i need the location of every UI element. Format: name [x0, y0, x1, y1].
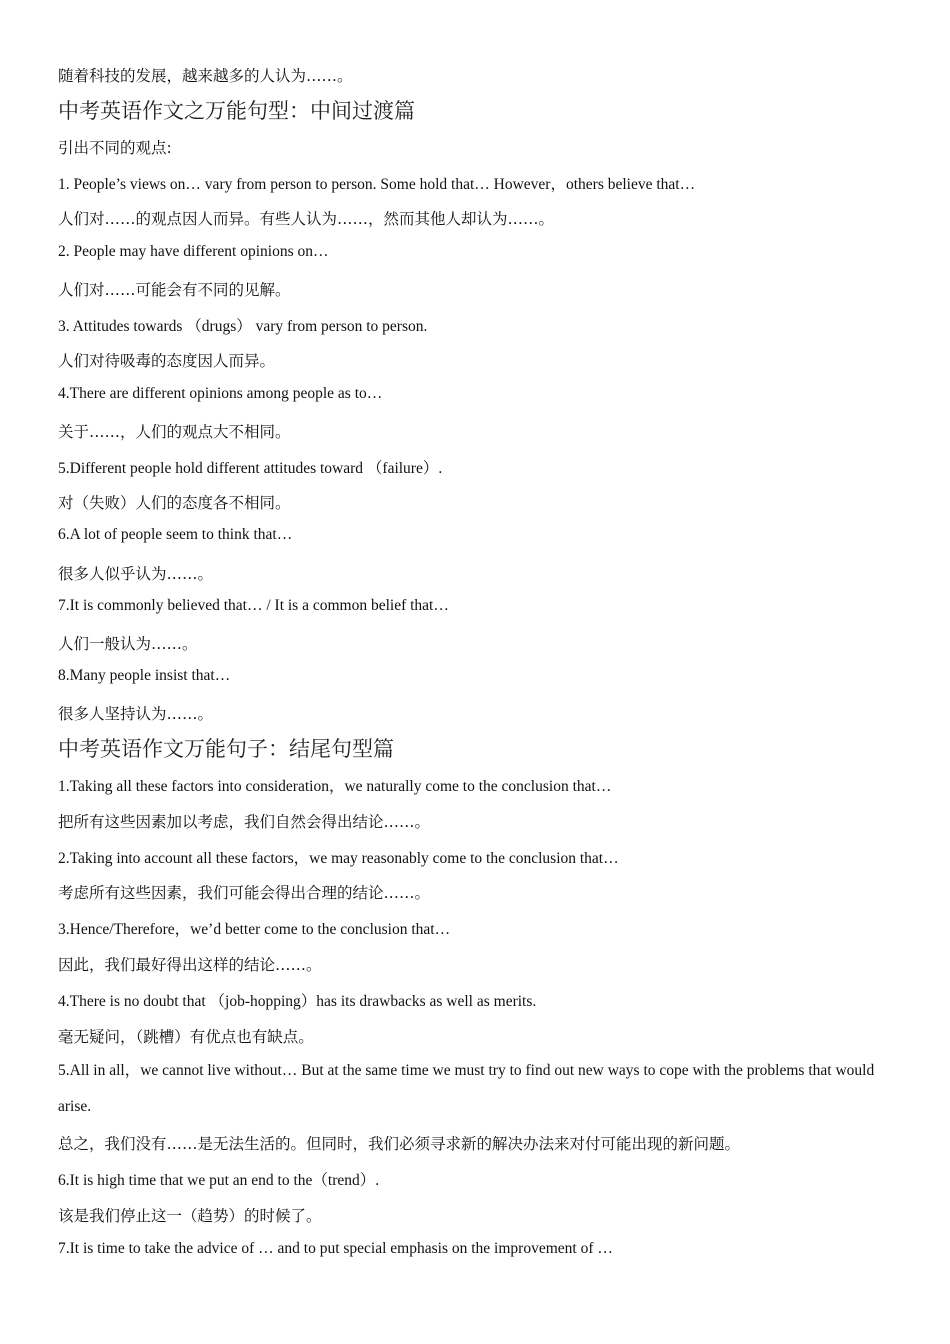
sentence-english: 7.It is time to take the advice of … and to put special emphasis on the improvement of … [58, 1240, 613, 1257]
sentence-english: 6.It is high time that we put an end to the（trend）. [58, 1172, 380, 1189]
sentence-english: 4.There are different opinions among people as to… [58, 385, 383, 402]
sentence-english: 3. Attitudes towards （drugs） vary from person to person. [58, 318, 428, 335]
sentence-chinese: 考虑所有这些因素，我们可能会得出合理的结论……。 [58, 884, 431, 902]
section-heading-conclusion: 中考英语作文万能句子：结尾句型篇 [58, 737, 394, 761]
sentence-english: 1.Taking all these factors into consideration，we naturally come to the conclusion that… [58, 778, 612, 795]
sentence-english: 7.It is commonly believed that… / It is a common belief that… [58, 597, 449, 614]
sentence-chinese: 因此，我们最好得出这样的结论……。 [58, 956, 322, 974]
sentence-chinese: 很多人坚持认为……。 [58, 705, 214, 723]
sentence-english-wrapped: 5.All in all，we cannot live without… But at the same time we must try to find out new ways to cope with the problems that would arise. [58, 1062, 875, 1115]
sentence-english: 3.Hence/Therefore，we’d better come to the conclusion that… [58, 921, 451, 938]
section-heading-transition: 中考英语作文之万能句型：中间过渡篇 [58, 99, 415, 123]
sentence-chinese: 该是我们停止这一（趋势）的时候了。 [58, 1207, 322, 1225]
sentence-chinese: 把所有这些因素加以考虑，我们自然会得出结论……。 [58, 813, 431, 831]
sentence-chinese: 关于……，人们的观点大不相同。 [58, 423, 291, 441]
sentence-chinese: 对（失败）人们的态度各不相同。 [58, 494, 291, 512]
sentence-chinese: 很多人似乎认为……。 [58, 565, 214, 583]
sentence-english: 4.There is no doubt that （job-hopping）has its drawbacks as well as merits. [58, 993, 537, 1010]
sentence-chinese: 人们对……的观点因人而异。有些人认为……，然而其他人却认为……。 [58, 210, 555, 228]
sentence-english: 1. People’s views on… vary from person to person. Some hold that… However，others believe that… [58, 176, 696, 193]
sentence-chinese: 人们对……可能会有不同的见解。 [58, 281, 291, 299]
sentence-chinese: 总之，我们没有……是无法生活的。但同时，我们必须寻求新的解决办法来对付可能出现的新问题。 [58, 1135, 741, 1153]
sentence-chinese: 人们对待吸毒的态度因人而异。 [58, 352, 276, 370]
intro-translation: 随着科技的发展，越来越多的人认为……。 [58, 67, 353, 85]
sentence-english: 6.A lot of people seem to think that… [58, 526, 293, 543]
sentence-english: 8.Many people insist that… [58, 667, 231, 684]
sentence-chinese: 人们一般认为……。 [58, 635, 198, 653]
sentence-english: 2. People may have different opinions on… [58, 243, 329, 260]
subheading-different-views: 引出不同的观点: [58, 139, 172, 157]
sentence-chinese: 毫无疑问，（跳槽）有优点也有缺点。 [58, 1028, 314, 1046]
sentence-english: 5.Different people hold different attitudes toward （failure）. [58, 460, 443, 477]
sentence-english: 2.Taking into account all these factors，we may reasonably come to the conclusion that… [58, 850, 619, 867]
